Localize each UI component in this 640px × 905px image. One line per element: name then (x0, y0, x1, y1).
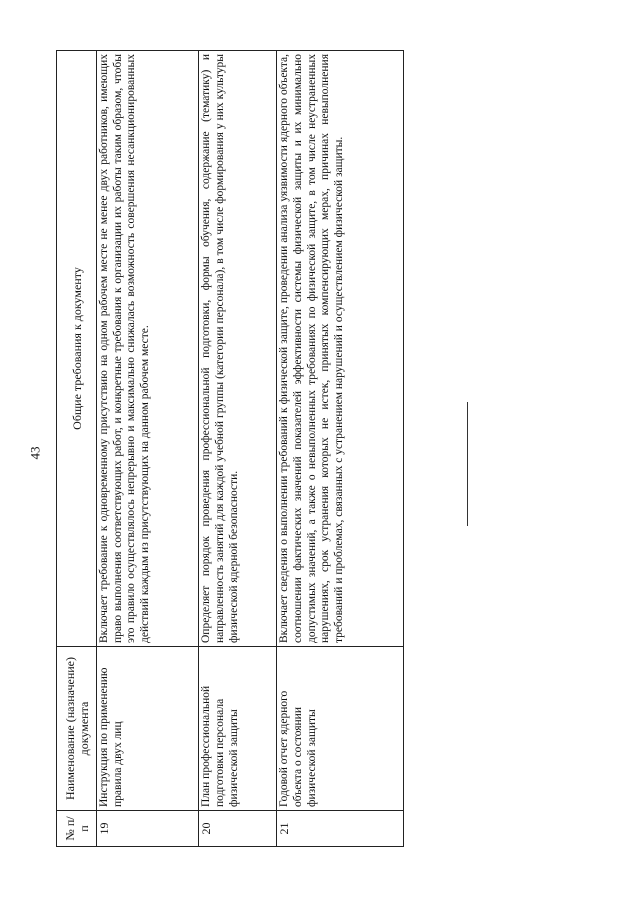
row-number: 19 (97, 811, 199, 847)
row-requirements: Включает требование к одновременному присутствию на одном рабочем месте не менее двух работников, имеющих право выполнения соответствующих работ, и конкретные требования к организации их работы таким образом, чтобы это правило осуществлялось непрерывно и максимально снижалась возможность совершения несанкционированных действий каждым из присутствующих на данном рабочем месте. (97, 51, 199, 647)
separator-line (467, 402, 468, 526)
table-header-row (57, 51, 97, 847)
row-document-name: Инструкция по применению правила двух лиц (97, 647, 199, 811)
header-requirements: Общие требования к документу (57, 51, 97, 647)
table-row (97, 51, 199, 847)
table-row (277, 51, 404, 847)
header-number: № п/п (57, 811, 97, 847)
row-requirements: Включает сведения о выполнении требований к физической защите, проведении анализа уязвимости ядерного объекта, соотношении фактических значений показателей эффективности системы физической защиты и их минимально допустимых значений, а также о невыполненных требованиях по физической защите, в том числе неустраненных нарушениях, срок устранения которых не истек, принятых компенсирующих мерах, причинах невыполнения требований и проблемах, связанных с устранением нарушений и осуществлением физической защиты. (277, 51, 404, 647)
landscape-table-area (56, 50, 404, 847)
row-number: 20 (199, 811, 277, 847)
row-document-name: План профессиональной подготовки персонала физической защиты (199, 647, 277, 811)
rotated-table-frame (56, 50, 404, 847)
row-document-name: Годовой отчет ядерного объекта о состоянии физической защиты (277, 647, 404, 811)
requirements-table (56, 50, 404, 847)
page-number: 43 (27, 446, 43, 460)
row-requirements: Определяет порядок проведения профессиональной подготовки, формы обучения, содержание (тематику) и направленность занятий для каждой учебной группы (категории персонала), в том числе формирования у них культуры физической ядерной безопасности. (199, 51, 277, 647)
table-row (199, 51, 277, 847)
header-document-name: Наименование (назначение) документа (57, 647, 97, 811)
row-number: 21 (277, 811, 404, 847)
